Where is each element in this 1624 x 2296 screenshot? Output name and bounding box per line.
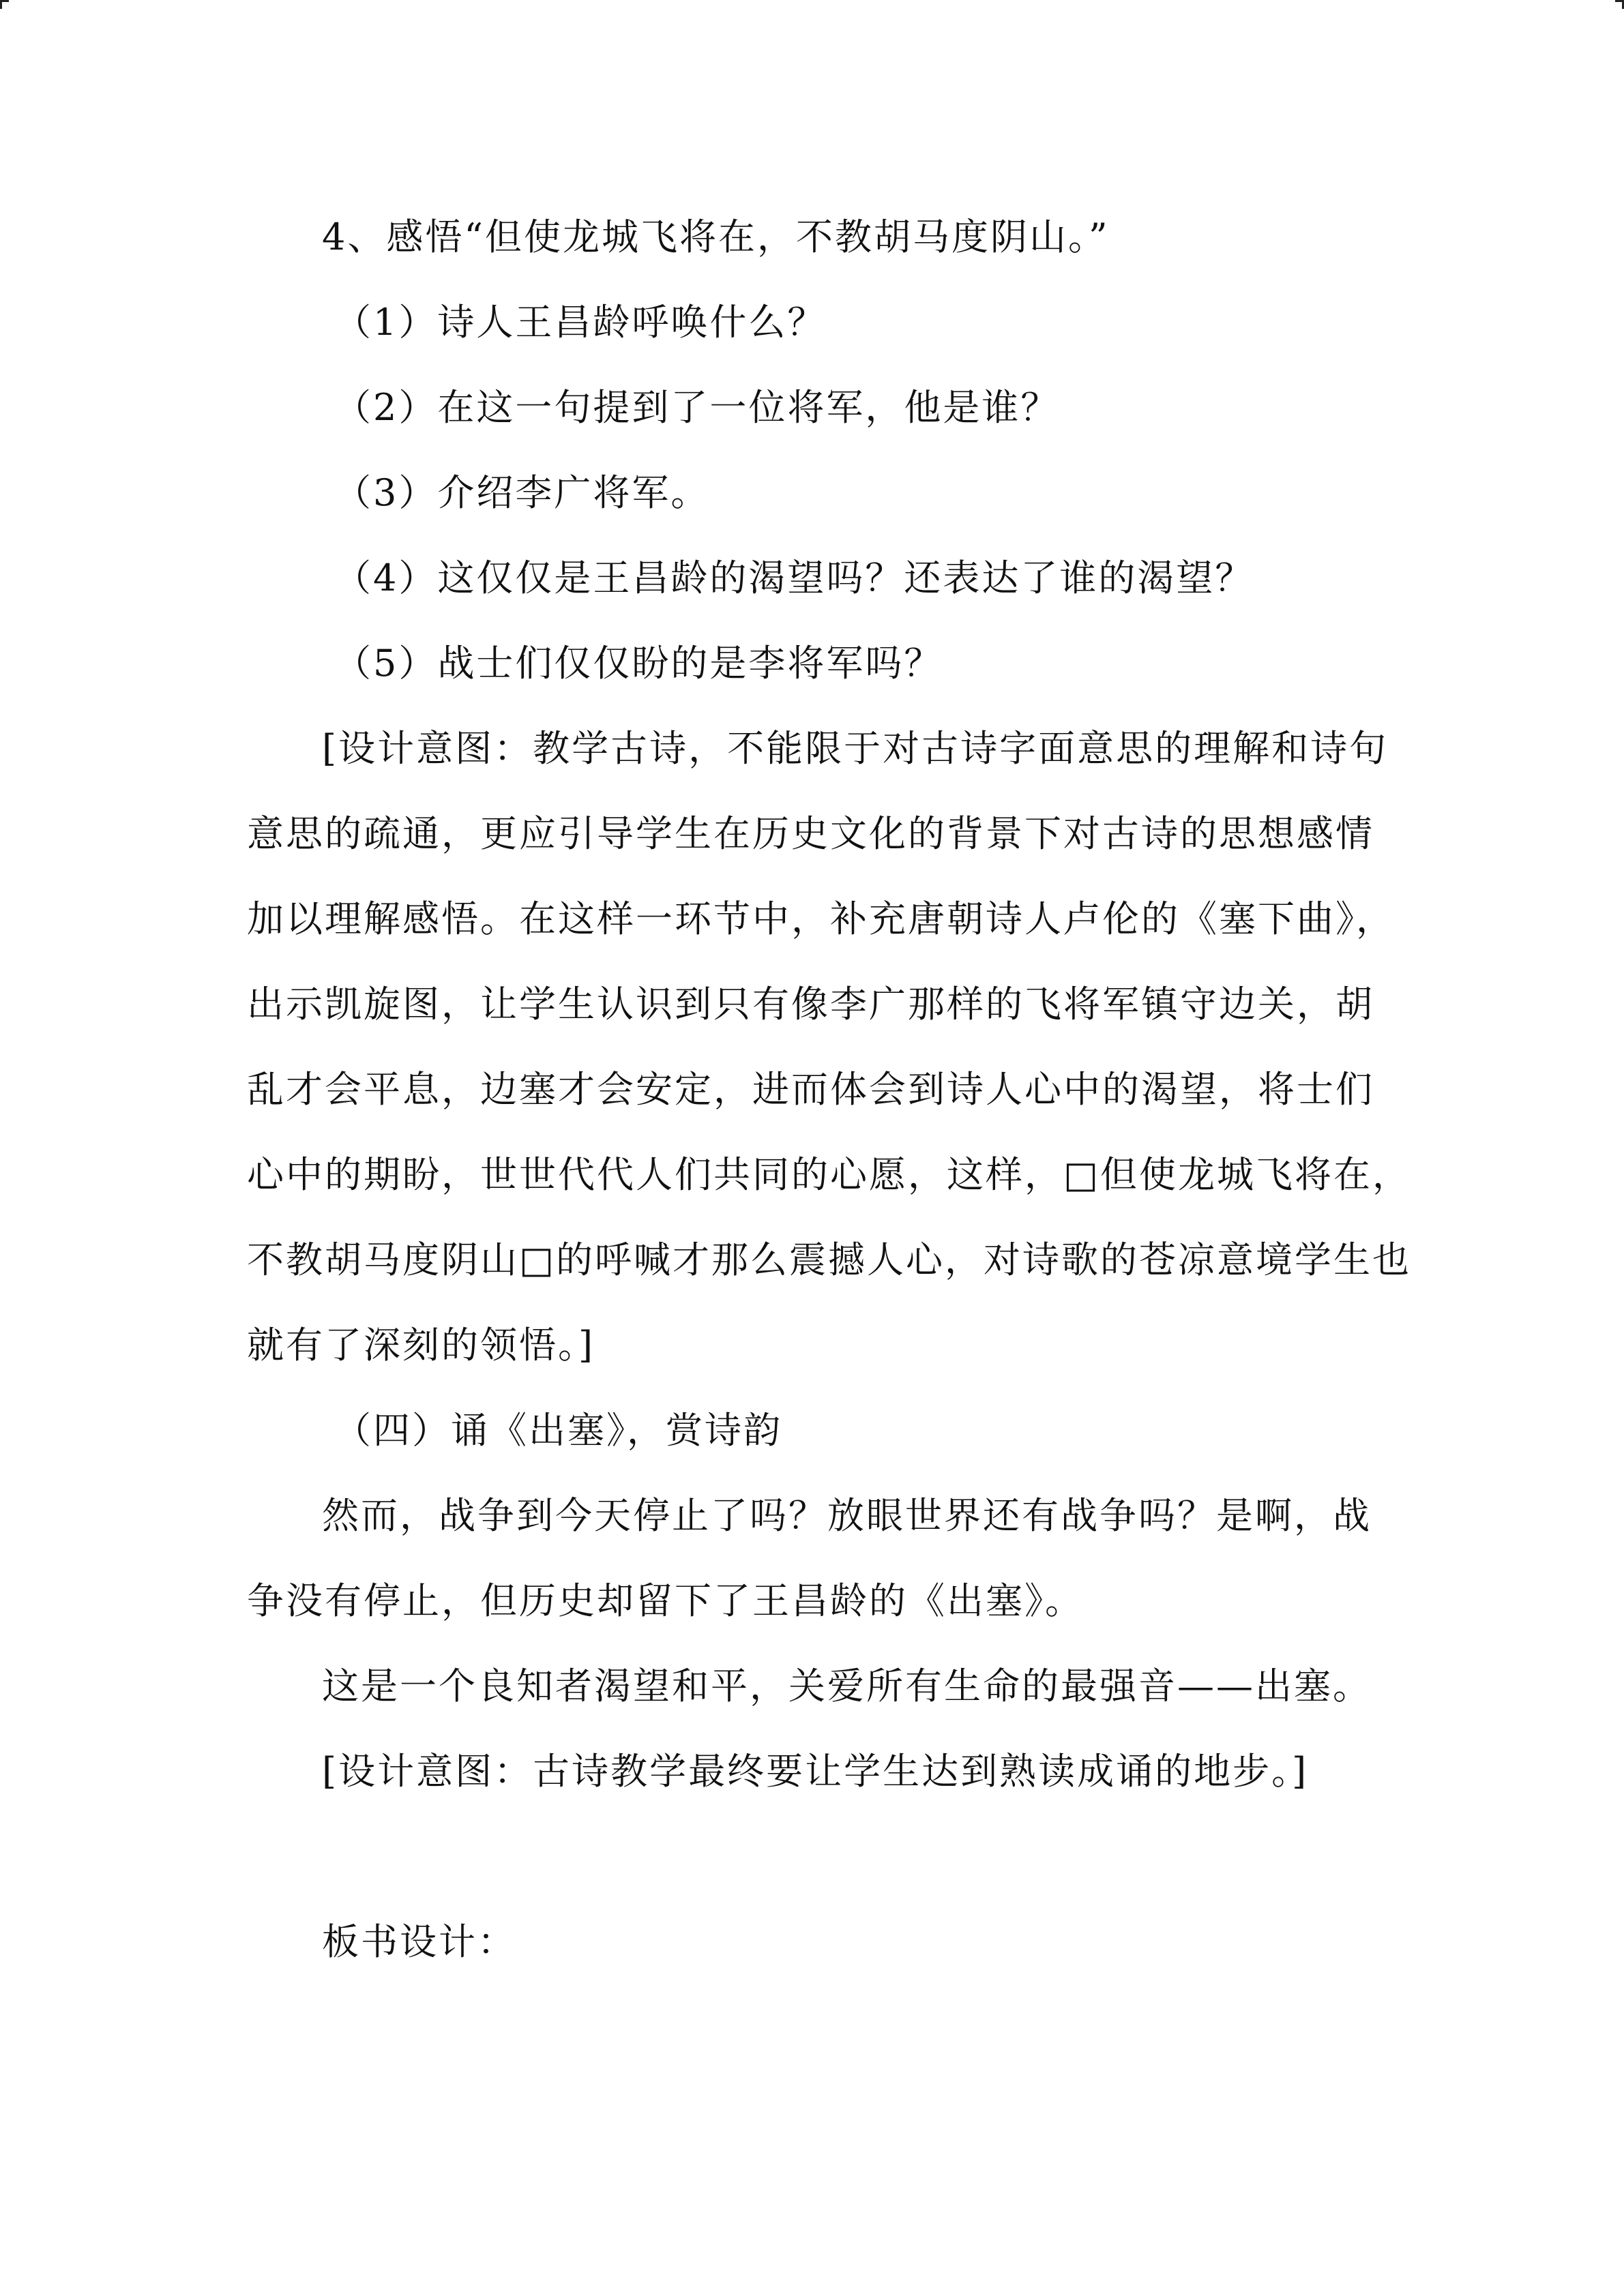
question-1: （1）诗人王昌龄呼唤什么？ (334, 301, 827, 344)
design-intent-line: 心中的期盼，世世代代人们共同的心愿，这样，□但使龙城飞将在， (247, 1153, 1412, 1196)
design-intent-line: 出示凯旋图，让学生认识到只有像李广那样的飞将军镇守边关，胡 (247, 983, 1374, 1026)
design-intent-line: 加以理解感悟。在这样一环节中，补充唐朝诗人卢伦的《塞下曲》， (247, 897, 1395, 940)
board-design-label: 板书设计： (322, 1920, 516, 1963)
design-intent-line: [设计意图：教学古诗，不能限于对古诗字面意思的理解和诗句 (322, 727, 1389, 770)
statement-line: 这是一个良知者渴望和平，关爱所有生命的最强音——出塞。 (322, 1665, 1372, 1708)
page-corner-mark-left (0, 0, 9, 9)
design-intent-line: 意思的疏通，更应引导学生在历史文化的背景下对古诗的思想感情 (247, 812, 1374, 855)
paragraph-line: 争没有停止，但历史却留下了王昌龄的《出塞》。 (247, 1579, 1084, 1622)
question-4: （4）这仅仅是王昌龄的渴望吗？还表达了谁的渴望？ (334, 556, 1254, 599)
section-heading: 4、感悟“但使龙城飞将在，不教胡马度阴山。” (322, 215, 1110, 258)
design-intent-line: 就有了深刻的领悟。] (247, 1324, 595, 1367)
page-corner-mark-right (1615, 0, 1624, 9)
question-2: （2）在这一句提到了一位将军，他是谁？ (334, 386, 1060, 429)
paragraph-line: 然而，战争到今天停止了吗？放眼世界还有战争吗？是啊，战 (322, 1494, 1372, 1537)
question-3: （3）介绍李广将军。 (334, 471, 710, 514)
question-5: （5）战士们仅仅盼的是李将军吗？ (334, 642, 943, 685)
design-intent-line: 乱才会平息，边塞才会安定，进而体会到诗人心中的渴望，将士们 (247, 1068, 1374, 1111)
design-intent-line: 不教胡马度阴山□的呼喊才那么震撼人心，对诗歌的苍凉意境学生也 (247, 1238, 1412, 1281)
subsection-heading: （四）诵《出塞》，赏诗韵 (334, 1409, 782, 1452)
design-intent-short: [设计意图：古诗教学最终要让学生达到熟读成诵的地步。] (322, 1750, 1309, 1793)
